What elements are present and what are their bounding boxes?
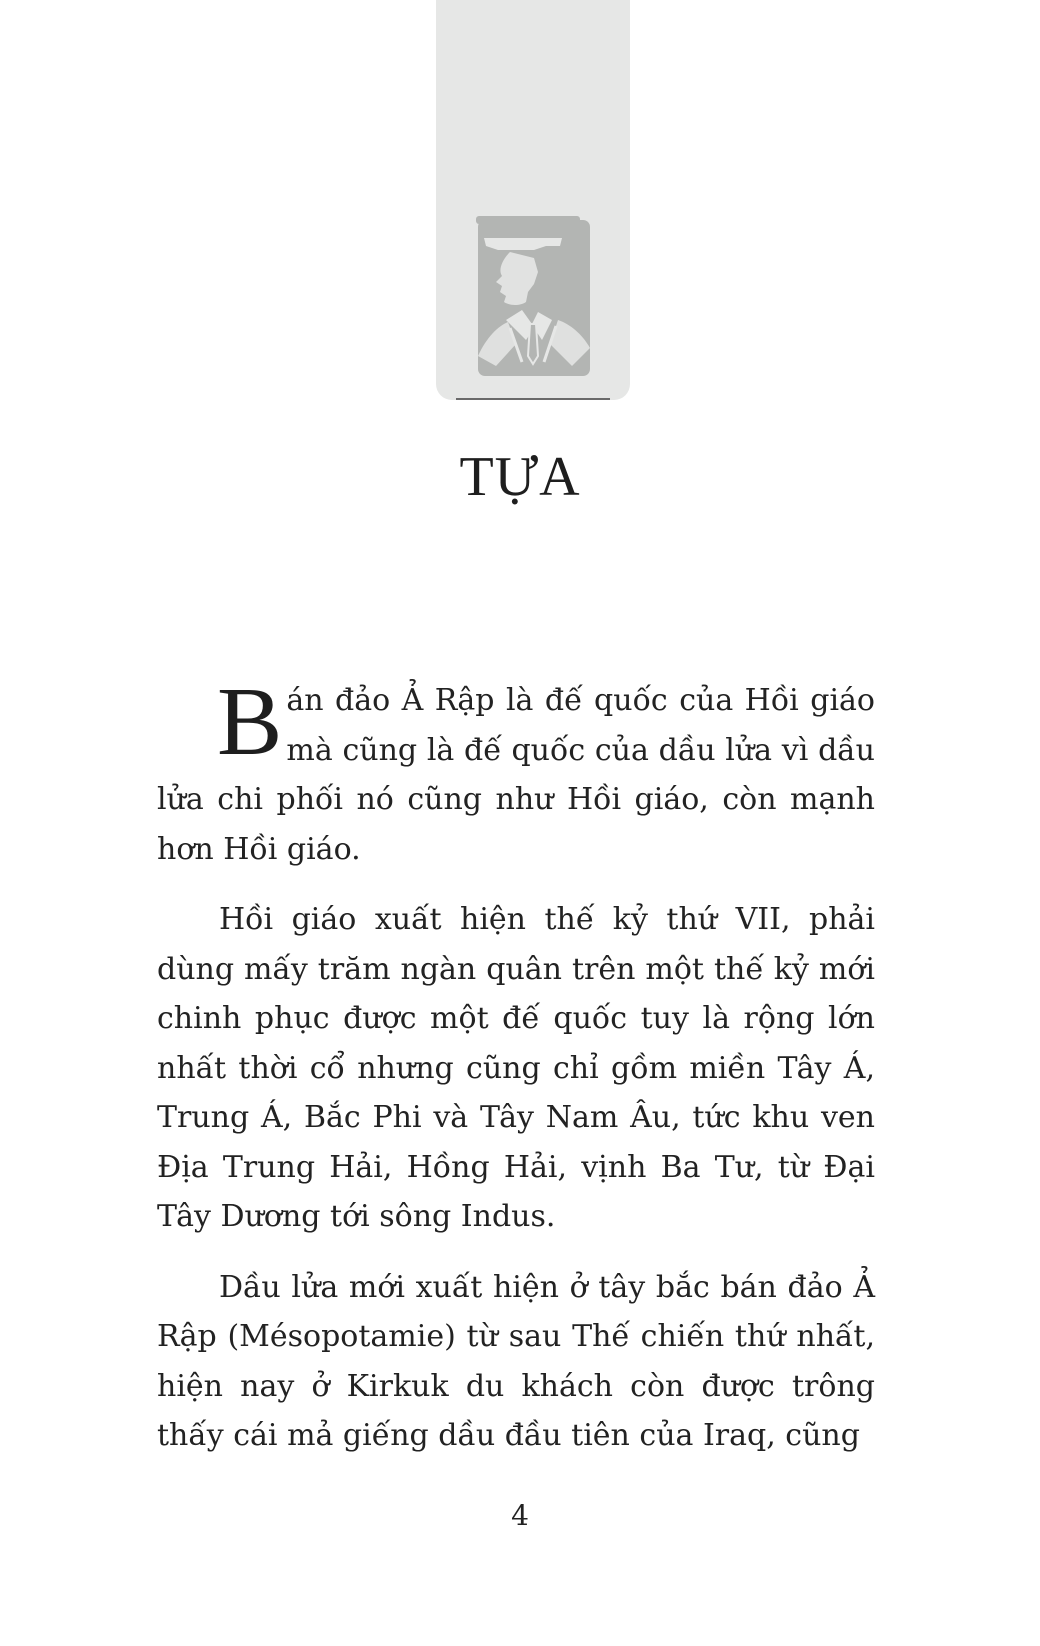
page-number: 4 bbox=[511, 1499, 529, 1532]
paragraph-1-text: án đảo Ả Rập là đế quốc của Hồi giáo mà cũng là đế quốc của dầu lửa vì dầu lửa chi phối nó cũng như Hồi giáo, còn mạnh hơn Hồi giáo. bbox=[157, 683, 875, 867]
body-text bbox=[157, 668, 875, 1482]
paragraph-1 bbox=[157, 668, 875, 874]
chapter-header-tab bbox=[436, 0, 630, 400]
drop-cap: B bbox=[217, 668, 283, 776]
publisher-silhouette-icon bbox=[476, 216, 592, 378]
paragraph-2: Hồi giáo xuất hiện thế kỷ thứ VII, phải dùng mấy trăm ngàn quân trên một thế kỷ mới chinh phục được một đế quốc tuy là rộng lớn nhất thời cổ nhưng cũng chỉ gồm miền Tây Á, Trung Á, Bắc Phi và Tây Nam Âu, tức khu ven Địa Trung Hải, Hồng Hải, vịnh Ba Tư, từ Đại Tây Dương tới sông Indus. bbox=[157, 902, 875, 1234]
chapter-title: TỰA bbox=[459, 446, 581, 508]
paragraph-3: Dầu lửa mới xuất hiện ở tây bắc bán đảo Ả Rập (Mésopotamie) từ sau Thế chiến thứ nhất, hiện nay ở Kirkuk du khách còn được trông thấy cái mả giếng dầu đầu tiên của Iraq, cũng bbox=[157, 1269, 875, 1453]
tab-divider-line bbox=[456, 398, 610, 400]
